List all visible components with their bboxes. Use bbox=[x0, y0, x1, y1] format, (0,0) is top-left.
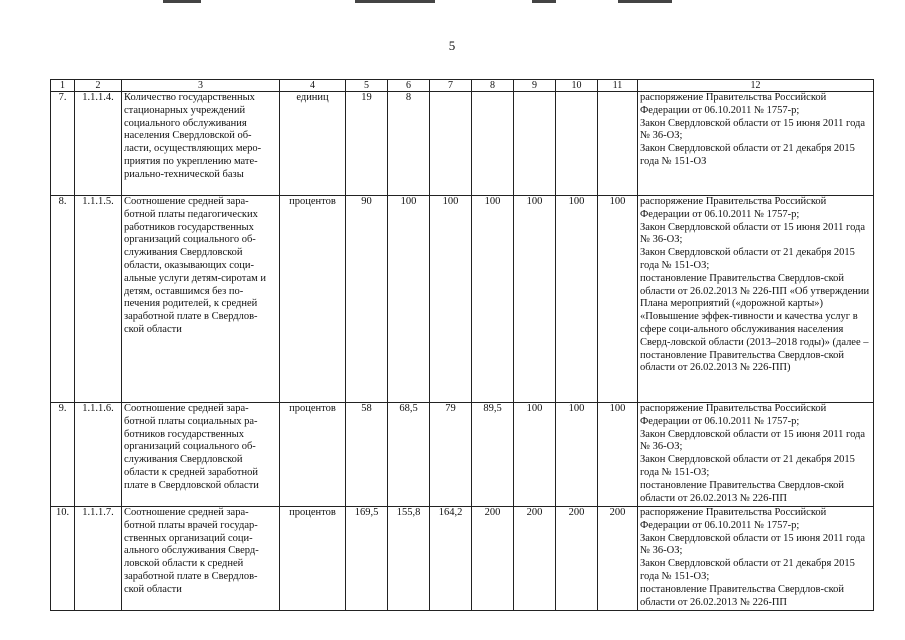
source-document: распоряжение Правительства Российской Федерации от 06.10.2011 № 1757-р; Закон Свердловской области от 15 июня 2011 года № 36-ОЗ; Закон Свердловской области от 21 декабря 2015 года № 151-ОЗ; постановление Правительства Свердлов-ской области от 26.02.2013 № 226-ПП bbox=[638, 403, 874, 507]
header-row bbox=[51, 80, 874, 92]
unit-of-measure: процентов bbox=[280, 196, 346, 403]
value-cell bbox=[472, 92, 514, 196]
source-document: распоряжение Правительства Российской Федерации от 06.10.2011 № 1757-р; Закон Свердловской области от 15 июня 2011 года № 36-ОЗ; Закон Свердловской области от 21 декабря 2015 года № 151-ОЗ bbox=[638, 92, 874, 196]
unit-of-measure: процентов bbox=[280, 403, 346, 507]
value-cell: 200 bbox=[556, 507, 598, 611]
value-cell bbox=[430, 92, 472, 196]
value-cell: 100 bbox=[472, 196, 514, 403]
value-cell: 68,5 bbox=[388, 403, 430, 507]
value-cell: 19 bbox=[346, 92, 388, 196]
value-cell: 100 bbox=[556, 196, 598, 403]
indicator-name: Количество государственных стационарных учреждений социального обслуживания населения Свердловской об-ласти, осуществляющих меро-приятия по укреплению мате-риально-технической базы bbox=[122, 92, 280, 196]
header-cell: 12 bbox=[638, 80, 874, 92]
value-cell: 200 bbox=[472, 507, 514, 611]
header-cell: 3 bbox=[122, 80, 280, 92]
table-row bbox=[51, 507, 874, 611]
scan-artifact-line bbox=[532, 0, 556, 3]
value-cell: 200 bbox=[598, 507, 638, 611]
scan-artifact-line bbox=[618, 0, 672, 3]
value-cell: 100 bbox=[430, 196, 472, 403]
scan-artifact-line bbox=[355, 0, 435, 3]
value-cell bbox=[598, 92, 638, 196]
value-cell: 58 bbox=[346, 403, 388, 507]
value-cell: 155,8 bbox=[388, 507, 430, 611]
indicator-code: 1.1.1.7. bbox=[75, 507, 122, 611]
value-cell: 100 bbox=[514, 196, 556, 403]
header-cell: 7 bbox=[430, 80, 472, 92]
row-number: 10. bbox=[51, 507, 75, 611]
header-cell: 9 bbox=[514, 80, 556, 92]
value-cell: 8 bbox=[388, 92, 430, 196]
value-cell: 164,2 bbox=[430, 507, 472, 611]
value-cell: 100 bbox=[388, 196, 430, 403]
header-cell: 1 bbox=[51, 80, 75, 92]
header-cell: 2 bbox=[75, 80, 122, 92]
page-number: 5 bbox=[448, 38, 456, 53]
table-row bbox=[51, 403, 874, 507]
scan-artifact-line bbox=[163, 0, 201, 3]
unit-of-measure: процентов bbox=[280, 507, 346, 611]
value-cell bbox=[514, 92, 556, 196]
value-cell: 100 bbox=[598, 403, 638, 507]
value-cell: 100 bbox=[556, 403, 598, 507]
header-cell: 11 bbox=[598, 80, 638, 92]
indicator-code: 1.1.1.5. bbox=[75, 196, 122, 403]
header-cell: 6 bbox=[388, 80, 430, 92]
indicators-table bbox=[50, 79, 874, 611]
header-cell: 4 bbox=[280, 80, 346, 92]
header-cell: 10 bbox=[556, 80, 598, 92]
value-cell: 79 bbox=[430, 403, 472, 507]
table-row bbox=[51, 196, 874, 403]
value-cell: 89,5 bbox=[472, 403, 514, 507]
source-document: распоряжение Правительства Российской Федерации от 06.10.2011 № 1757-р; Закон Свердловской области от 15 июня 2011 года № 36-ОЗ; Закон Свердловской области от 21 декабря 2015 года № 151-ОЗ; постановление Правительства Свердлов-ской области от 26.02.2013 № 226-ПП «Об утверждении Плана мероприятий («дорожной карты») «Повышение эффек-тивности и качества услуг в сфере соци-ального обслуживания населения Сверд-ловской области (2013–2018 годы)» (далее – постановление Правительства Свердлов-ской области от 26.02.2013 № 226-ПП) bbox=[638, 196, 874, 403]
row-number: 7. bbox=[51, 92, 75, 196]
header-cell: 8 bbox=[472, 80, 514, 92]
table-row bbox=[51, 92, 874, 196]
row-number: 8. bbox=[51, 196, 75, 403]
header-cell: 5 bbox=[346, 80, 388, 92]
indicator-code: 1.1.1.4. bbox=[75, 92, 122, 196]
indicator-name: Соотношение средней зара-ботной платы врачей государ-ственных организаций соци-ального обслуживания Сверд-ловской области к средней заработной плате в Свердлов-ской области bbox=[122, 507, 280, 611]
value-cell: 100 bbox=[514, 403, 556, 507]
value-cell: 100 bbox=[598, 196, 638, 403]
row-number: 9. bbox=[51, 403, 75, 507]
unit-of-measure: единиц bbox=[280, 92, 346, 196]
indicator-name: Соотношение средней зара-ботной платы социальных ра-ботников государственных организаций социального об-служивания Свердловской области к средней заработной плате в Свердловской области bbox=[122, 403, 280, 507]
value-cell: 90 bbox=[346, 196, 388, 403]
indicator-code: 1.1.1.6. bbox=[75, 403, 122, 507]
value-cell bbox=[556, 92, 598, 196]
value-cell: 169,5 bbox=[346, 507, 388, 611]
indicator-name: Соотношение средней зара-ботной платы педагогических работников государственных организаций социального об-служивания Свердловской области, оказывающих соци-альные услуги детям-сиротам и детям, оставшимся без по-печения родителей, к средней заработной плате в Свердлов-ской области bbox=[122, 196, 280, 403]
value-cell: 200 bbox=[514, 507, 556, 611]
source-document: распоряжение Правительства Российской Федерации от 06.10.2011 № 1757-р; Закон Свердловской области от 15 июня 2011 года № 36-ОЗ; Закон Свердловской области от 21 декабря 2015 года № 151-ОЗ; постановление Правительства Свердлов-ской области от 26.02.2013 № 226-ПП bbox=[638, 507, 874, 611]
